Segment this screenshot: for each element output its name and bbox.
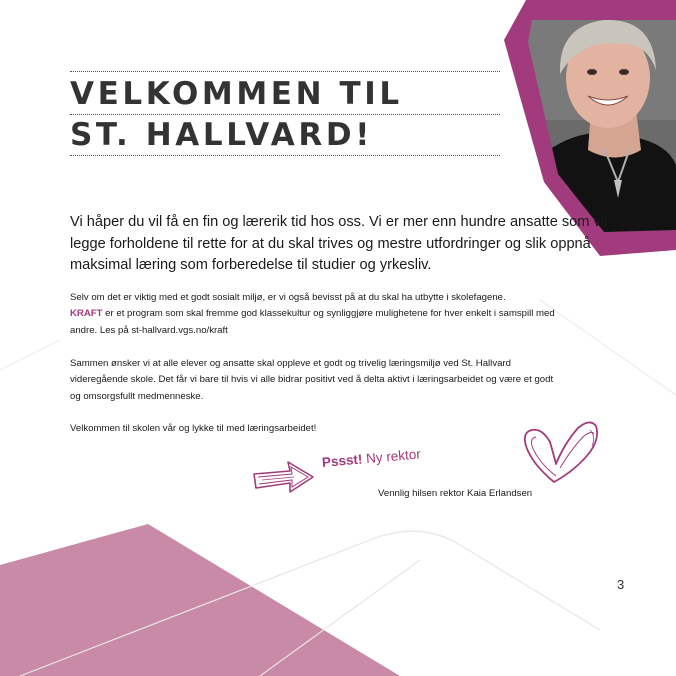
paragraph-welcome: Velkommen til skolen vår og lykke til med læringsarbeidet! xyxy=(70,423,317,434)
left-outline xyxy=(0,340,60,370)
photo-eye-right xyxy=(619,69,629,75)
paragraph-kraft xyxy=(70,290,560,339)
hand-drawn-heart-icon xyxy=(520,416,600,488)
title-top-rule xyxy=(70,71,500,72)
right-outline xyxy=(540,300,676,395)
page-number: 3 xyxy=(617,577,625,592)
signoff: Vennlig hilsen rektor Kaia Erlandsen xyxy=(378,488,533,499)
kraft-highlight: KRAFT xyxy=(70,308,103,320)
paragraph-kraft-end: er et program som skal fremme god klassekultur og synliggjøre mulighetene for hver enkelt i samspill med andre. Les på st-hallvard.vgs.no/kraft xyxy=(70,308,555,336)
bottom-pink-triangle xyxy=(0,524,400,676)
paragraph-kraft-start: Selv om det er viktig med et godt sosialt miljø, er vi også bevisst på at du skal ha utbytte i skolefagene. xyxy=(70,292,506,303)
psst-label: Pssst! xyxy=(321,451,364,470)
paragraph-learning-environment: Sammen ønsker vi at alle elever og ansatte skal oppleve et godt og trivelig læringsmiljø ved St. Hallvard videregående skole. Det får vi bare til hvis vi alle bidrar positivt ved å delta aktivt i læringsarbeidet og være et godt og omsorgsfullt medmenneske. xyxy=(70,358,554,402)
title-middle-rule xyxy=(70,114,500,115)
lead-paragraph: Vi håper du vil få en fin og lærerik tid hos oss. Vi er mer enn hundre ansatte som vil legge forholdene til rette for at du skal trives og mestre utfordringer og slik oppnå maksimal læring som forberedelse til studier og yrkesliv. xyxy=(70,214,608,273)
page-title-line2: ST. HALLVARD! xyxy=(70,117,373,153)
hand-drawn-arrow-icon xyxy=(252,458,316,496)
page-title-line1: VELKOMMEN TIL xyxy=(70,76,403,112)
psst-rest: Ny rektor xyxy=(365,446,422,467)
title-bottom-rule xyxy=(70,155,500,156)
photo-eye-left xyxy=(587,69,597,75)
